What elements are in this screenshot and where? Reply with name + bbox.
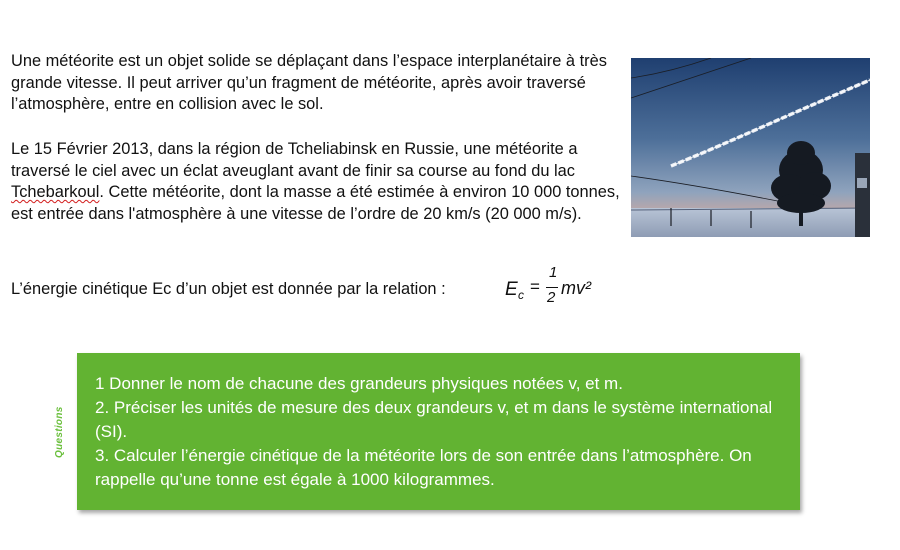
formula-numerator: 1 — [549, 264, 558, 281]
questions-box — [77, 353, 800, 510]
intro-p2-end: . Cette météorite, dont la masse a été estimée à environ 10 000 tonnes, est entrée dans l'atmosphère à une vitesse de l’ordre de 20 km/s (20 000 m/s). — [11, 183, 620, 223]
questions-label: Questions — [54, 406, 65, 458]
intro-p2-start: Le 15 Février 2013, dans la région de Tcheliabinsk en Russie, une météorite a traversé le ciel avec un éclat aveuglant avant de finir sa course au fond du lac — [11, 140, 578, 180]
formula-fraction-bar — [546, 287, 558, 288]
question-3: 3. Calculer l’énergie cinétique de la météorite lors de son entrée dans l’atmosphère. On rappelle qu’une tonne est égale à 1000 kilogrammes. — [95, 446, 752, 489]
intro-paragraph-1: Une météorite est un objet solide se déplaçant dans l’espace interplanétaire à très grande vitesse. Il peut arriver qu’un fragment de météorite, après avoir traversé l’atmosphère, entre en collision avec le sol. — [11, 52, 607, 113]
meteor-trail-photo-svg — [631, 58, 870, 237]
lake-name: Tchebarkoul — [11, 183, 100, 201]
meteor-trail-photo — [631, 58, 870, 237]
question-2: 2. Préciser les unités de mesure des deux grandeurs v, et m dans le système international (SI). — [95, 398, 773, 441]
formula-subscript: c — [518, 288, 524, 302]
kinetic-energy-formula — [505, 264, 605, 314]
energy-statement: L’énergie cinétique Ec d’un objet est donnée par la relation : — [11, 280, 446, 298]
formula-equals: = — [530, 277, 540, 296]
formula-mv2: mv² — [561, 278, 591, 298]
intro-paragraph-2 — [11, 139, 621, 225]
formula-e: E — [505, 279, 518, 300]
formula-denominator: 2 — [547, 289, 556, 306]
question-1: 1 Donner le nom de chacune des grandeurs physiques notées v, et m. — [95, 374, 623, 393]
